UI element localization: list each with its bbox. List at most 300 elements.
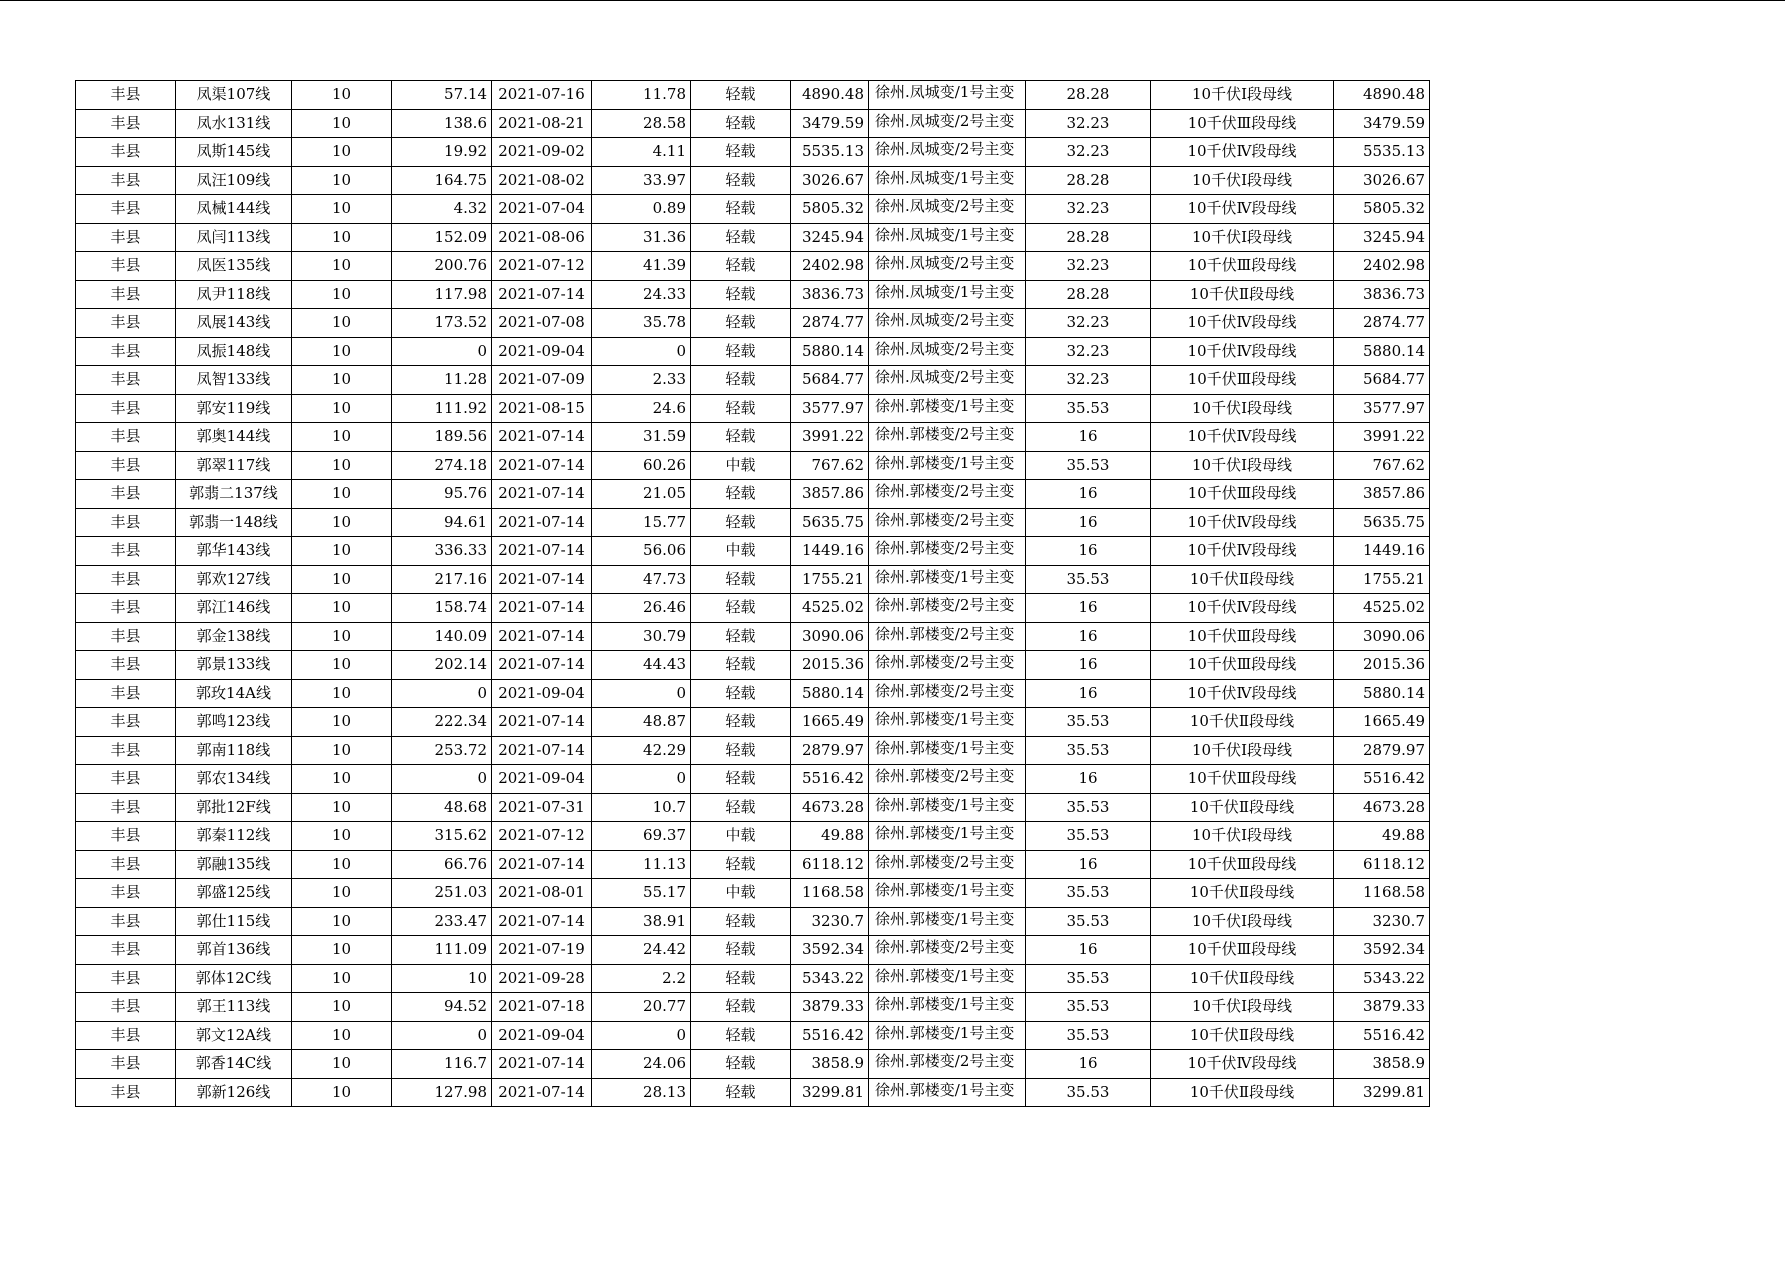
table-row	[76, 394, 1430, 423]
cell-max-current: 0	[392, 679, 492, 708]
cell-date: 2021-07-16	[492, 81, 592, 110]
cell-max-current: 233.47	[392, 907, 492, 936]
cell-load-rate: 2.2	[592, 964, 691, 993]
cell-load-rate: 44.43	[592, 651, 691, 680]
cell-load-status: 轻载	[691, 594, 791, 623]
cell-voltage: 10	[292, 565, 392, 594]
cell-max-current: 66.76	[392, 850, 492, 879]
cell-open-capacity: 1168.58	[1334, 879, 1430, 908]
cell-max-current: 315.62	[392, 822, 492, 851]
cell-max-current: 111.92	[392, 394, 492, 423]
table-row	[76, 81, 1430, 110]
cell-load-rate: 55.17	[592, 879, 691, 908]
cell-busbar: 10千伏Ⅱ段母线	[1151, 879, 1334, 908]
cell-date: 2021-07-14	[492, 480, 592, 509]
cell-district: 丰县	[76, 1050, 176, 1079]
cell-remaining-capacity: 2402.98	[791, 252, 869, 281]
cell-remaining-capacity: 2879.97	[791, 736, 869, 765]
cell-load-rate: 0	[592, 1021, 691, 1050]
table-row	[76, 109, 1430, 138]
cell-district: 丰县	[76, 907, 176, 936]
cell-busbar: 10千伏Ⅲ段母线	[1151, 850, 1334, 879]
cell-date: 2021-08-15	[492, 394, 592, 423]
cell-date: 2021-07-14	[492, 850, 592, 879]
cell-substation: 徐州.郭楼变/1号主变	[869, 964, 1026, 993]
cell-load-rate: 35.78	[592, 309, 691, 338]
cell-date: 2021-09-04	[492, 337, 592, 366]
cell-substation: 徐州.郭楼变/1号主变	[869, 736, 1026, 765]
cell-load-rate: 28.13	[592, 1078, 691, 1107]
cell-line-name: 郭鸣123线	[176, 708, 292, 737]
cell-load-status: 轻载	[691, 366, 791, 395]
cell-open-capacity: 3299.81	[1334, 1078, 1430, 1107]
cell-max-current: 173.52	[392, 309, 492, 338]
cell-substation: 徐州.凤城变/1号主变	[869, 280, 1026, 309]
cell-busbar: 10千伏Ⅰ段母线	[1151, 736, 1334, 765]
cell-line-name: 郭景133线	[176, 651, 292, 680]
cell-max-current: 140.09	[392, 622, 492, 651]
cell-load-status: 中载	[691, 879, 791, 908]
cell-district: 丰县	[76, 964, 176, 993]
cell-substation: 徐州.郭楼变/2号主变	[869, 850, 1026, 879]
cell-busbar: 10千伏Ⅱ段母线	[1151, 1078, 1334, 1107]
cell-voltage: 10	[292, 850, 392, 879]
cell-load-status: 轻载	[691, 195, 791, 224]
cell-line-name: 郭批12F线	[176, 793, 292, 822]
cell-transformer-load-rate: 32.23	[1026, 309, 1151, 338]
cell-load-status: 轻载	[691, 565, 791, 594]
cell-voltage: 10	[292, 993, 392, 1022]
cell-open-capacity: 3230.7	[1334, 907, 1430, 936]
cell-line-name: 凤医135线	[176, 252, 292, 281]
cell-transformer-load-rate: 32.23	[1026, 109, 1151, 138]
cell-open-capacity: 1755.21	[1334, 565, 1430, 594]
cell-district: 丰县	[76, 366, 176, 395]
cell-load-status: 轻载	[691, 280, 791, 309]
cell-remaining-capacity: 3245.94	[791, 223, 869, 252]
cell-open-capacity: 2402.98	[1334, 252, 1430, 281]
cell-line-name: 郭翡一148线	[176, 508, 292, 537]
cell-open-capacity: 3592.34	[1334, 936, 1430, 965]
cell-line-name: 郭华143线	[176, 537, 292, 566]
cell-open-capacity: 3479.59	[1334, 109, 1430, 138]
cell-busbar: 10千伏Ⅰ段母线	[1151, 907, 1334, 936]
cell-open-capacity: 1449.16	[1334, 537, 1430, 566]
cell-open-capacity: 5516.42	[1334, 765, 1430, 794]
cell-remaining-capacity: 6118.12	[791, 850, 869, 879]
cell-line-name: 凤展143线	[176, 309, 292, 338]
cell-load-status: 轻载	[691, 166, 791, 195]
table-row	[76, 138, 1430, 167]
cell-load-status: 轻载	[691, 309, 791, 338]
cell-date: 2021-09-04	[492, 679, 592, 708]
cell-substation: 徐州.郭楼变/1号主变	[869, 793, 1026, 822]
cell-remaining-capacity: 5635.75	[791, 508, 869, 537]
cell-substation: 徐州.凤城变/2号主变	[869, 195, 1026, 224]
cell-load-status: 轻载	[691, 109, 791, 138]
cell-transformer-load-rate: 16	[1026, 679, 1151, 708]
cell-substation: 徐州.凤城变/2号主变	[869, 337, 1026, 366]
cell-voltage: 10	[292, 594, 392, 623]
cell-date: 2021-07-14	[492, 651, 592, 680]
table-row	[76, 1050, 1430, 1079]
cell-remaining-capacity: 1755.21	[791, 565, 869, 594]
cell-max-current: 10	[392, 964, 492, 993]
cell-substation: 徐州.凤城变/2号主变	[869, 109, 1026, 138]
cell-voltage: 10	[292, 480, 392, 509]
cell-remaining-capacity: 5343.22	[791, 964, 869, 993]
cell-line-name: 凤振148线	[176, 337, 292, 366]
cell-load-status: 轻载	[691, 1050, 791, 1079]
cell-max-current: 152.09	[392, 223, 492, 252]
cell-remaining-capacity: 3991.22	[791, 423, 869, 452]
cell-line-name: 郭农134线	[176, 765, 292, 794]
cell-busbar: 10千伏Ⅲ段母线	[1151, 366, 1334, 395]
cell-date: 2021-07-18	[492, 993, 592, 1022]
cell-load-rate: 60.26	[592, 451, 691, 480]
cell-district: 丰县	[76, 223, 176, 252]
cell-remaining-capacity: 5684.77	[791, 366, 869, 395]
cell-load-rate: 38.91	[592, 907, 691, 936]
cell-load-rate: 20.77	[592, 993, 691, 1022]
cell-max-current: 0	[392, 337, 492, 366]
cell-busbar: 10千伏Ⅳ段母线	[1151, 537, 1334, 566]
cell-transformer-load-rate: 16	[1026, 622, 1151, 651]
cell-voltage: 10	[292, 394, 392, 423]
cell-remaining-capacity: 5535.13	[791, 138, 869, 167]
table-row	[76, 508, 1430, 537]
cell-remaining-capacity: 3230.7	[791, 907, 869, 936]
cell-voltage: 10	[292, 195, 392, 224]
cell-transformer-load-rate: 16	[1026, 765, 1151, 794]
cell-load-status: 轻载	[691, 223, 791, 252]
cell-line-name: 郭新126线	[176, 1078, 292, 1107]
cell-line-name: 凤械144线	[176, 195, 292, 224]
cell-remaining-capacity: 5880.14	[791, 679, 869, 708]
cell-remaining-capacity: 5805.32	[791, 195, 869, 224]
cell-date: 2021-07-14	[492, 736, 592, 765]
table-row	[76, 822, 1430, 851]
cell-transformer-load-rate: 32.23	[1026, 366, 1151, 395]
cell-substation: 徐州.郭楼变/1号主变	[869, 822, 1026, 851]
cell-date: 2021-07-14	[492, 537, 592, 566]
cell-date: 2021-07-12	[492, 822, 592, 851]
cell-open-capacity: 3026.67	[1334, 166, 1430, 195]
cell-date: 2021-09-04	[492, 1021, 592, 1050]
cell-load-rate: 24.33	[592, 280, 691, 309]
cell-max-current: 95.76	[392, 480, 492, 509]
cell-open-capacity: 4525.02	[1334, 594, 1430, 623]
cell-date: 2021-07-14	[492, 594, 592, 623]
cell-transformer-load-rate: 28.28	[1026, 166, 1151, 195]
cell-load-rate: 2.33	[592, 366, 691, 395]
cell-busbar: 10千伏Ⅳ段母线	[1151, 679, 1334, 708]
table-row	[76, 537, 1430, 566]
cell-line-name: 郭首136线	[176, 936, 292, 965]
cell-date: 2021-07-14	[492, 508, 592, 537]
cell-transformer-load-rate: 35.53	[1026, 993, 1151, 1022]
cell-load-status: 轻载	[691, 337, 791, 366]
cell-line-name: 郭仕115线	[176, 907, 292, 936]
cell-substation: 徐州.郭楼变/2号主变	[869, 480, 1026, 509]
cell-substation: 徐州.郭楼变/1号主变	[869, 708, 1026, 737]
cell-remaining-capacity: 2874.77	[791, 309, 869, 338]
cell-busbar: 10千伏Ⅲ段母线	[1151, 252, 1334, 281]
cell-substation: 徐州.郭楼变/2号主变	[869, 537, 1026, 566]
cell-load-rate: 30.79	[592, 622, 691, 651]
table-row	[76, 708, 1430, 737]
cell-load-status: 中载	[691, 822, 791, 851]
cell-voltage: 10	[292, 679, 392, 708]
cell-max-current: 164.75	[392, 166, 492, 195]
cell-max-current: 138.6	[392, 109, 492, 138]
cell-busbar: 10千伏Ⅳ段母线	[1151, 337, 1334, 366]
cell-line-name: 郭欢127线	[176, 565, 292, 594]
cell-transformer-load-rate: 35.53	[1026, 793, 1151, 822]
cell-district: 丰县	[76, 1078, 176, 1107]
cell-district: 丰县	[76, 280, 176, 309]
cell-district: 丰县	[76, 622, 176, 651]
cell-district: 丰县	[76, 508, 176, 537]
cell-load-rate: 24.06	[592, 1050, 691, 1079]
cell-voltage: 10	[292, 879, 392, 908]
cell-date: 2021-07-14	[492, 565, 592, 594]
cell-date: 2021-08-02	[492, 166, 592, 195]
cell-voltage: 10	[292, 936, 392, 965]
table-row	[76, 765, 1430, 794]
cell-busbar: 10千伏Ⅱ段母线	[1151, 280, 1334, 309]
cell-remaining-capacity: 3026.67	[791, 166, 869, 195]
table-row	[76, 565, 1430, 594]
cell-transformer-load-rate: 32.23	[1026, 252, 1151, 281]
cell-voltage: 10	[292, 736, 392, 765]
cell-transformer-load-rate: 16	[1026, 594, 1151, 623]
cell-open-capacity: 49.88	[1334, 822, 1430, 851]
cell-remaining-capacity: 2015.36	[791, 651, 869, 680]
cell-transformer-load-rate: 35.53	[1026, 907, 1151, 936]
cell-district: 丰县	[76, 708, 176, 737]
cell-line-name: 郭文12A线	[176, 1021, 292, 1050]
cell-remaining-capacity: 5516.42	[791, 765, 869, 794]
cell-district: 丰县	[76, 138, 176, 167]
cell-load-rate: 26.46	[592, 594, 691, 623]
cell-line-name: 郭翠117线	[176, 451, 292, 480]
cell-max-current: 127.98	[392, 1078, 492, 1107]
cell-date: 2021-09-28	[492, 964, 592, 993]
cell-remaining-capacity: 4525.02	[791, 594, 869, 623]
cell-load-status: 轻载	[691, 1078, 791, 1107]
cell-remaining-capacity: 3577.97	[791, 394, 869, 423]
cell-open-capacity: 5535.13	[1334, 138, 1430, 167]
cell-load-status: 轻载	[691, 736, 791, 765]
cell-busbar: 10千伏Ⅰ段母线	[1151, 451, 1334, 480]
cell-substation: 徐州.郭楼变/1号主变	[869, 879, 1026, 908]
cell-transformer-load-rate: 35.53	[1026, 708, 1151, 737]
cell-date: 2021-07-12	[492, 252, 592, 281]
table-row	[76, 423, 1430, 452]
cell-line-name: 郭江146线	[176, 594, 292, 623]
cell-busbar: 10千伏Ⅱ段母线	[1151, 565, 1334, 594]
cell-voltage: 10	[292, 423, 392, 452]
cell-voltage: 10	[292, 1050, 392, 1079]
cell-district: 丰县	[76, 423, 176, 452]
cell-busbar: 10千伏Ⅰ段母线	[1151, 394, 1334, 423]
cell-load-rate: 24.6	[592, 394, 691, 423]
cell-line-name: 凤水131线	[176, 109, 292, 138]
cell-substation: 徐州.凤城变/2号主变	[869, 138, 1026, 167]
cell-district: 丰县	[76, 793, 176, 822]
cell-substation: 徐州.郭楼变/2号主变	[869, 508, 1026, 537]
cell-max-current: 217.16	[392, 565, 492, 594]
table-row	[76, 594, 1430, 623]
cell-date: 2021-09-02	[492, 138, 592, 167]
cell-remaining-capacity: 3299.81	[791, 1078, 869, 1107]
cell-load-status: 轻载	[691, 394, 791, 423]
table-row	[76, 223, 1430, 252]
cell-date: 2021-07-31	[492, 793, 592, 822]
cell-open-capacity: 1665.49	[1334, 708, 1430, 737]
cell-line-name: 郭南118线	[176, 736, 292, 765]
cell-max-current: 189.56	[392, 423, 492, 452]
cell-voltage: 10	[292, 309, 392, 338]
table-row	[76, 451, 1430, 480]
cell-max-current: 117.98	[392, 280, 492, 309]
page-top-rule	[0, 0, 1785, 1]
cell-district: 丰县	[76, 565, 176, 594]
cell-load-status: 轻载	[691, 708, 791, 737]
cell-substation: 徐州.凤城变/1号主变	[869, 223, 1026, 252]
cell-transformer-load-rate: 32.23	[1026, 337, 1151, 366]
cell-transformer-load-rate: 32.23	[1026, 195, 1151, 224]
table-row	[76, 679, 1430, 708]
cell-busbar: 10千伏Ⅱ段母线	[1151, 964, 1334, 993]
cell-load-rate: 0	[592, 337, 691, 366]
cell-date: 2021-07-14	[492, 708, 592, 737]
table-row	[76, 1078, 1430, 1107]
cell-open-capacity: 3858.9	[1334, 1050, 1430, 1079]
cell-busbar: 10千伏Ⅲ段母线	[1151, 765, 1334, 794]
table-row	[76, 907, 1430, 936]
cell-busbar: 10千伏Ⅰ段母线	[1151, 822, 1334, 851]
cell-max-current: 57.14	[392, 81, 492, 110]
cell-substation: 徐州.郭楼变/2号主变	[869, 1050, 1026, 1079]
cell-load-rate: 31.59	[592, 423, 691, 452]
cell-transformer-load-rate: 35.53	[1026, 736, 1151, 765]
cell-substation: 徐州.凤城变/2号主变	[869, 309, 1026, 338]
cell-line-name: 郭安119线	[176, 394, 292, 423]
cell-voltage: 10	[292, 451, 392, 480]
cell-transformer-load-rate: 35.53	[1026, 1078, 1151, 1107]
cell-max-current: 222.34	[392, 708, 492, 737]
cell-voltage: 10	[292, 622, 392, 651]
cell-voltage: 10	[292, 765, 392, 794]
table-row	[76, 651, 1430, 680]
cell-open-capacity: 3879.33	[1334, 993, 1430, 1022]
cell-remaining-capacity: 3479.59	[791, 109, 869, 138]
cell-line-name: 凤斯145线	[176, 138, 292, 167]
cell-transformer-load-rate: 35.53	[1026, 394, 1151, 423]
cell-max-current: 336.33	[392, 537, 492, 566]
cell-district: 丰县	[76, 879, 176, 908]
cell-remaining-capacity: 1449.16	[791, 537, 869, 566]
cell-load-rate: 4.11	[592, 138, 691, 167]
cell-voltage: 10	[292, 366, 392, 395]
cell-substation: 徐州.郭楼变/1号主变	[869, 565, 1026, 594]
cell-max-current: 4.32	[392, 195, 492, 224]
cell-line-name: 郭秦112线	[176, 822, 292, 851]
cell-voltage: 10	[292, 166, 392, 195]
cell-max-current: 111.09	[392, 936, 492, 965]
cell-transformer-load-rate: 35.53	[1026, 1021, 1151, 1050]
cell-busbar: 10千伏Ⅱ段母线	[1151, 793, 1334, 822]
cell-date: 2021-07-14	[492, 1078, 592, 1107]
cell-open-capacity: 3857.86	[1334, 480, 1430, 509]
cell-transformer-load-rate: 32.23	[1026, 138, 1151, 167]
cell-load-status: 轻载	[691, 964, 791, 993]
cell-load-status: 轻载	[691, 679, 791, 708]
cell-load-status: 轻载	[691, 508, 791, 537]
cell-substation: 徐州.郭楼变/1号主变	[869, 907, 1026, 936]
cell-substation: 徐州.凤城变/1号主变	[869, 81, 1026, 110]
cell-load-rate: 24.42	[592, 936, 691, 965]
cell-district: 丰县	[76, 81, 176, 110]
cell-max-current: 11.28	[392, 366, 492, 395]
cell-district: 丰县	[76, 252, 176, 281]
cell-date: 2021-07-14	[492, 1050, 592, 1079]
cell-load-rate: 41.39	[592, 252, 691, 281]
cell-district: 丰县	[76, 166, 176, 195]
cell-line-name: 郭金138线	[176, 622, 292, 651]
cell-date: 2021-09-04	[492, 765, 592, 794]
cell-line-name: 凤汪109线	[176, 166, 292, 195]
cell-load-rate: 42.29	[592, 736, 691, 765]
cell-line-name: 郭玫14A线	[176, 679, 292, 708]
cell-district: 丰县	[76, 480, 176, 509]
cell-transformer-load-rate: 16	[1026, 537, 1151, 566]
cell-remaining-capacity: 767.62	[791, 451, 869, 480]
cell-substation: 徐州.郭楼变/2号主变	[869, 765, 1026, 794]
cell-open-capacity: 5516.42	[1334, 1021, 1430, 1050]
cell-max-current: 253.72	[392, 736, 492, 765]
cell-voltage: 10	[292, 109, 392, 138]
table-row	[76, 309, 1430, 338]
table-row	[76, 480, 1430, 509]
table-row	[76, 195, 1430, 224]
cell-line-name: 郭融135线	[176, 850, 292, 879]
cell-max-current: 48.68	[392, 793, 492, 822]
cell-load-status: 轻载	[691, 850, 791, 879]
cell-load-status: 轻载	[691, 480, 791, 509]
cell-district: 丰县	[76, 936, 176, 965]
cell-remaining-capacity: 3090.06	[791, 622, 869, 651]
cell-substation: 徐州.郭楼变/2号主变	[869, 679, 1026, 708]
cell-max-current: 274.18	[392, 451, 492, 480]
cell-busbar: 10千伏Ⅰ段母线	[1151, 166, 1334, 195]
cell-transformer-load-rate: 16	[1026, 850, 1151, 879]
cell-busbar: 10千伏Ⅰ段母线	[1151, 993, 1334, 1022]
cell-remaining-capacity: 4890.48	[791, 81, 869, 110]
cell-open-capacity: 2015.36	[1334, 651, 1430, 680]
cell-district: 丰县	[76, 993, 176, 1022]
cell-load-status: 轻载	[691, 252, 791, 281]
cell-voltage: 10	[292, 537, 392, 566]
cell-remaining-capacity: 3857.86	[791, 480, 869, 509]
table-row	[76, 964, 1430, 993]
cell-load-rate: 56.06	[592, 537, 691, 566]
cell-district: 丰县	[76, 394, 176, 423]
cell-substation: 徐州.郭楼变/1号主变	[869, 993, 1026, 1022]
cell-load-status: 轻载	[691, 907, 791, 936]
